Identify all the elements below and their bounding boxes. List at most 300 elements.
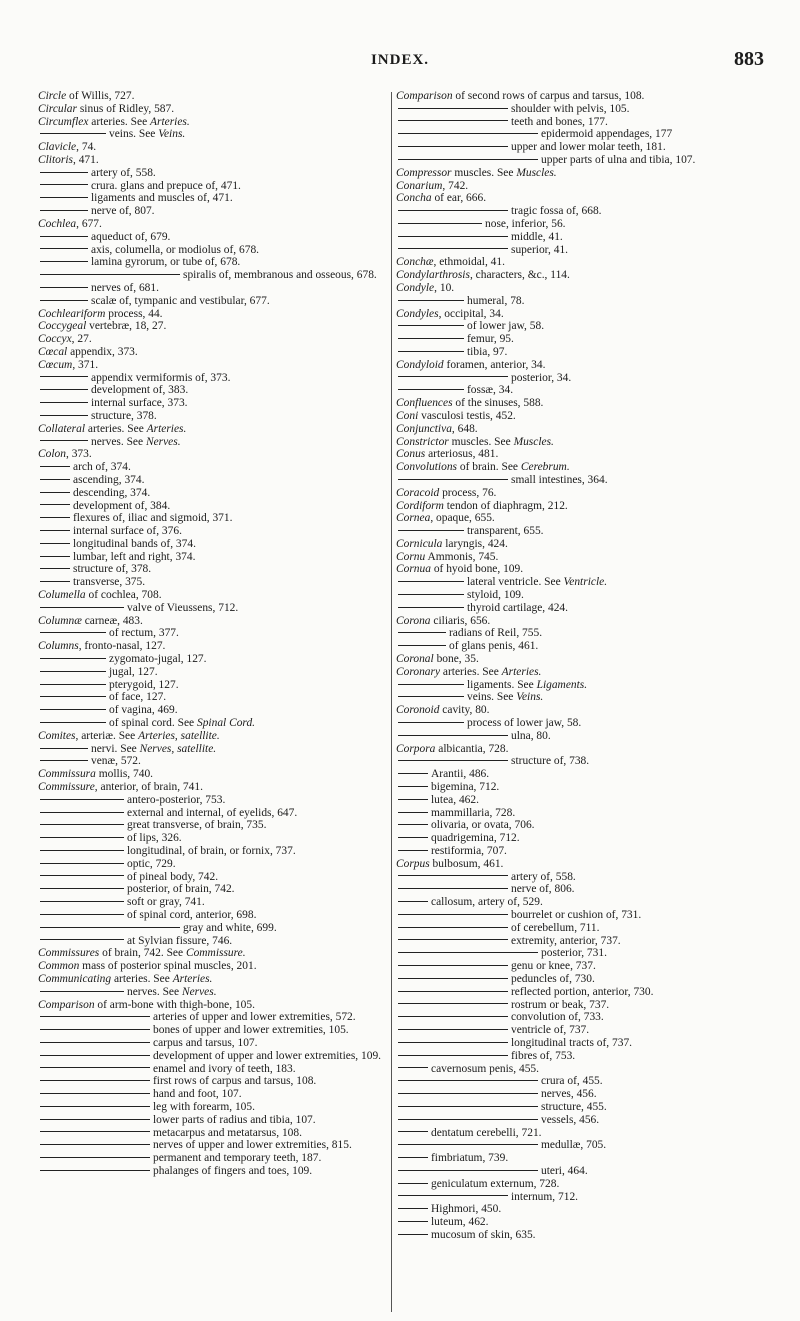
ditto-dash bbox=[398, 594, 464, 595]
index-entry: lumbar, left and right, 374. bbox=[38, 551, 390, 564]
index-entry: ulna, 80. bbox=[396, 730, 774, 743]
ditto-dash bbox=[40, 709, 106, 710]
index-entry: Concha of ear, 666. bbox=[396, 192, 487, 205]
ditto-dash bbox=[398, 901, 428, 902]
index-entry: Highmori, 450. bbox=[396, 1203, 774, 1216]
ditto-dash bbox=[40, 901, 124, 902]
index-entry: rostrum or beak, 737. bbox=[396, 999, 774, 1012]
index-entry: Circular sinus of Ridley, 587. bbox=[38, 102, 175, 115]
ditto-dash bbox=[40, 684, 106, 685]
index-entry: upper parts of ulna and tibia, 107. bbox=[396, 154, 774, 167]
index-entry: bigemina, 712. bbox=[396, 781, 774, 794]
index-entry: Coccygeal vertebræ, 18, 27. bbox=[38, 320, 167, 333]
ditto-dash bbox=[40, 248, 88, 249]
index-entry: Condylarthrosis, characters, &c., 114. bbox=[396, 269, 570, 282]
ditto-dash bbox=[40, 1067, 150, 1068]
index-entry: lower parts of radius and tibia, 107. bbox=[38, 1114, 390, 1127]
ditto-dash bbox=[398, 760, 508, 761]
ditto-dash bbox=[398, 120, 508, 121]
ditto-dash bbox=[40, 466, 70, 467]
ditto-dash bbox=[398, 735, 508, 736]
index-entry: crura of, 455. bbox=[396, 1075, 774, 1088]
ditto-dash bbox=[40, 1144, 150, 1145]
index-entry: transverse, 375. bbox=[38, 576, 390, 589]
index-entry: external and internal, of eyelids, 647. bbox=[38, 807, 390, 820]
index-entry: optic, 729. bbox=[38, 858, 390, 871]
ditto-dash bbox=[40, 607, 124, 608]
index-entry: of lower jaw, 58. bbox=[396, 320, 774, 333]
index-entry: Cornua of hyoid bone, 109. bbox=[396, 563, 524, 576]
index-entry: artery of, 558. bbox=[396, 871, 774, 884]
ditto-dash bbox=[40, 402, 88, 403]
ditto-dash bbox=[40, 415, 88, 416]
ditto-dash bbox=[40, 888, 124, 889]
index-entry: Conjunctiva, 648. bbox=[396, 422, 478, 435]
page-number: 883 bbox=[734, 48, 764, 70]
index-entry: epidermoid appendages, 177 bbox=[396, 128, 774, 141]
index-entry: Corona ciliaris, 656. bbox=[396, 614, 491, 627]
ditto-dash bbox=[398, 978, 508, 979]
ditto-dash bbox=[40, 748, 88, 749]
ditto-dash bbox=[40, 581, 70, 582]
index-entry: nervi. See Nerves, satellite. bbox=[38, 743, 390, 756]
index-entry: metacarpus and metatarsus, 108. bbox=[38, 1127, 390, 1140]
index-column-right bbox=[396, 90, 774, 1242]
ditto-dash bbox=[40, 1157, 150, 1158]
ditto-dash bbox=[40, 376, 88, 377]
ditto-dash bbox=[398, 645, 446, 646]
ditto-dash bbox=[40, 1016, 150, 1017]
ditto-dash bbox=[40, 1029, 150, 1030]
index-entry: Coronoid cavity, 80. bbox=[396, 704, 490, 717]
index-entry: superior, 41. bbox=[396, 244, 774, 257]
index-entry: posterior, 34. bbox=[396, 372, 774, 385]
index-entry: Conus arteriosus, 481. bbox=[396, 448, 499, 461]
index-entry: lateral ventricle. See Ventricle. bbox=[396, 576, 774, 589]
index-entry: peduncles of, 730. bbox=[396, 973, 774, 986]
ditto-dash bbox=[398, 351, 464, 352]
index-entry: Common mass of posterior spinal muscles, 201. bbox=[38, 960, 257, 973]
ditto-dash bbox=[398, 722, 464, 723]
index-entry: luteum, 462. bbox=[396, 1216, 774, 1229]
ditto-dash bbox=[398, 914, 508, 915]
index-entry: Colon, 373. bbox=[38, 448, 92, 461]
index-entry: valve of Vieussens, 712. bbox=[38, 602, 390, 615]
index-entry: aqueduct of, 679. bbox=[38, 231, 390, 244]
index-entry: great transverse, of brain, 735. bbox=[38, 819, 390, 832]
index-entry: Circumflex arteries. See Arteries. bbox=[38, 115, 190, 128]
ditto-dash bbox=[40, 658, 106, 659]
ditto-dash bbox=[398, 210, 508, 211]
index-entry: shoulder with pelvis, 105. bbox=[396, 103, 774, 116]
ditto-dash bbox=[40, 172, 88, 173]
ditto-dash bbox=[398, 248, 508, 249]
index-entry: nerves. See Nerves. bbox=[38, 436, 390, 449]
index-entry: Coni vasculosi testis, 452. bbox=[396, 409, 516, 422]
ditto-dash bbox=[40, 133, 106, 134]
index-entry: tragic fossa of, 668. bbox=[396, 205, 774, 218]
ditto-dash bbox=[398, 1016, 508, 1017]
ditto-dash bbox=[40, 517, 70, 518]
index-entry: convolution of, 733. bbox=[396, 1011, 774, 1024]
ditto-dash bbox=[40, 440, 88, 441]
index-entry: of vagina, 469. bbox=[38, 704, 390, 717]
ditto-dash bbox=[398, 991, 508, 992]
index-entry: nerve of, 806. bbox=[396, 883, 774, 896]
index-entry: Condyles, occipital, 34. bbox=[396, 307, 504, 320]
ditto-dash bbox=[40, 760, 88, 761]
ditto-dash bbox=[40, 389, 88, 390]
index-entry: uteri, 464. bbox=[396, 1165, 774, 1178]
ditto-dash bbox=[398, 684, 464, 685]
ditto-dash bbox=[398, 1170, 538, 1171]
ditto-dash bbox=[40, 863, 124, 864]
index-entry: longitudinal, of brain, or fornix, 737. bbox=[38, 845, 390, 858]
column-divider bbox=[391, 92, 392, 1312]
index-entry: geniculatum externum, 728. bbox=[396, 1178, 774, 1191]
index-entry: process of lower jaw, 58. bbox=[396, 717, 774, 730]
index-entry: Compressor muscles. See Muscles. bbox=[396, 166, 557, 179]
index-entry: spiralis of, membranous and osseous, 678. bbox=[38, 269, 390, 282]
ditto-dash bbox=[398, 530, 464, 531]
ditto-dash bbox=[398, 952, 538, 953]
ditto-dash bbox=[398, 1195, 508, 1196]
index-entry: Collateral arteries. See Arteries. bbox=[38, 422, 187, 435]
ditto-dash bbox=[40, 1106, 150, 1107]
index-entry: nerves. See Nerves. bbox=[38, 986, 390, 999]
ditto-dash bbox=[398, 1067, 428, 1068]
index-entry: arch of, 374. bbox=[38, 461, 390, 474]
ditto-dash bbox=[398, 1234, 428, 1235]
index-entry: artery of, 558. bbox=[38, 167, 390, 180]
index-entry: of rectum, 377. bbox=[38, 627, 390, 640]
index-entry: development of, 384. bbox=[38, 500, 390, 513]
index-entry: lutea, 462. bbox=[396, 794, 774, 807]
index-entry: Constrictor muscles. See Muscles. bbox=[396, 435, 554, 448]
ditto-dash bbox=[40, 1042, 150, 1043]
ditto-dash bbox=[40, 274, 180, 275]
ditto-dash bbox=[398, 939, 508, 940]
ditto-dash bbox=[40, 543, 70, 544]
ditto-dash bbox=[40, 850, 124, 851]
index-entry: ascending, 374. bbox=[38, 474, 390, 487]
ditto-dash bbox=[40, 1119, 150, 1120]
ditto-dash bbox=[40, 1170, 150, 1171]
ditto-dash bbox=[40, 261, 88, 262]
index-entry: soft or gray, 741. bbox=[38, 896, 390, 909]
ditto-dash bbox=[398, 300, 464, 301]
index-entry: styloid, 109. bbox=[396, 589, 774, 602]
ditto-dash bbox=[40, 1055, 150, 1056]
index-entry: ligaments. See Ligaments. bbox=[396, 679, 774, 692]
index-entry: Cordiform tendon of diaphragm, 212. bbox=[396, 499, 568, 512]
index-entry: Communicating arteries. See Arteries. bbox=[38, 972, 213, 985]
index-entry: Cornea, opaque, 655. bbox=[396, 512, 495, 525]
ditto-dash bbox=[398, 1029, 508, 1030]
index-entry: bourrelet or cushion of, 731. bbox=[396, 909, 774, 922]
index-entry: Confluences of the sinuses, 588. bbox=[396, 397, 544, 410]
index-entry: arteries of upper and lower extremities, 572. bbox=[38, 1011, 390, 1024]
ditto-dash bbox=[398, 159, 538, 160]
ditto-dash bbox=[398, 1119, 538, 1120]
index-entry: Columnæ carneæ, 483. bbox=[38, 614, 143, 627]
ditto-dash bbox=[398, 1157, 428, 1158]
ditto-dash bbox=[398, 1183, 428, 1184]
ditto-dash bbox=[398, 376, 508, 377]
ditto-dash bbox=[398, 927, 508, 928]
index-entry: Condyle, 10. bbox=[396, 281, 455, 294]
index-entry: mammillaria, 728. bbox=[396, 807, 774, 820]
index-entry: hand and foot, 107. bbox=[38, 1088, 390, 1101]
ditto-dash bbox=[398, 581, 464, 582]
index-entry: cavernosum penis, 455. bbox=[396, 1063, 774, 1076]
index-entry: middle, 41. bbox=[396, 231, 774, 244]
index-entry: fossæ, 34. bbox=[396, 384, 774, 397]
ditto-dash bbox=[398, 236, 508, 237]
index-entry: posterior, of brain, 742. bbox=[38, 883, 390, 896]
ditto-dash bbox=[40, 722, 106, 723]
index-entry: longitudinal tracts of, 737. bbox=[396, 1037, 774, 1050]
index-entry: humeral, 78. bbox=[396, 295, 774, 308]
index-entry: Circle of Willis, 727. bbox=[38, 90, 135, 102]
index-entry: Corpora albicantia, 728. bbox=[396, 742, 509, 755]
index-entry: thyroid cartilage, 424. bbox=[396, 602, 774, 615]
index-entry: mucosum of skin, 635. bbox=[396, 1229, 774, 1242]
index-entry: upper and lower molar teeth, 181. bbox=[396, 141, 774, 154]
index-entry: extremity, anterior, 737. bbox=[396, 935, 774, 948]
index-entry: Commissures of brain, 742. See Commissure. bbox=[38, 947, 246, 960]
ditto-dash bbox=[40, 300, 88, 301]
index-entry: Columella of cochlea, 708. bbox=[38, 589, 162, 602]
index-entry: Coronal bone, 35. bbox=[396, 653, 479, 666]
ditto-dash bbox=[40, 837, 124, 838]
index-entry: antero-posterior, 753. bbox=[38, 794, 390, 807]
index-entry: Commissura mollis, 740. bbox=[38, 768, 154, 781]
index-entry: posterior, 731. bbox=[396, 947, 774, 960]
ditto-dash bbox=[398, 1106, 538, 1107]
ditto-dash bbox=[398, 1221, 428, 1222]
index-entry: first rows of carpus and tarsus, 108. bbox=[38, 1075, 390, 1088]
ditto-dash bbox=[40, 812, 124, 813]
ditto-dash bbox=[398, 786, 428, 787]
ditto-dash bbox=[40, 504, 70, 505]
index-entry: teeth and bones, 177. bbox=[396, 116, 774, 129]
index-entry: longitudinal bands of, 374. bbox=[38, 538, 390, 551]
index-entry: veins. See Veins. bbox=[396, 691, 774, 704]
index-entry: internum, 712. bbox=[396, 1191, 774, 1204]
index-entry: veins. See Veins. bbox=[38, 128, 390, 141]
ditto-dash bbox=[40, 210, 88, 211]
ditto-dash bbox=[40, 1080, 150, 1081]
ditto-dash bbox=[398, 696, 464, 697]
index-entry: carpus and tarsus, 107. bbox=[38, 1037, 390, 1050]
index-entry: zygomato-jugal, 127. bbox=[38, 653, 390, 666]
ditto-dash bbox=[40, 236, 88, 237]
index-entry: structure, 455. bbox=[396, 1101, 774, 1114]
ditto-dash bbox=[398, 1208, 428, 1209]
ditto-dash bbox=[398, 325, 464, 326]
ditto-dash bbox=[398, 1042, 508, 1043]
ditto-dash bbox=[40, 824, 124, 825]
index-entry: Conchæ, ethmoidal, 41. bbox=[396, 256, 505, 269]
index-entry: structure of, 738. bbox=[396, 755, 774, 768]
ditto-dash bbox=[398, 607, 464, 608]
ditto-dash bbox=[398, 837, 428, 838]
index-entry: Comites, arteriæ. See Arteries, satellite. bbox=[38, 729, 220, 742]
index-entry: of glans penis, 461. bbox=[396, 640, 774, 653]
ditto-dash bbox=[398, 632, 446, 633]
index-column-left bbox=[38, 90, 390, 1178]
index-entry: ventricle of, 737. bbox=[396, 1024, 774, 1037]
ditto-dash bbox=[398, 1131, 428, 1132]
index-entry: descending, 374. bbox=[38, 487, 390, 500]
ditto-dash bbox=[40, 184, 88, 185]
index-entry: Comparison of arm-bone with thigh-bone, 105. bbox=[38, 998, 255, 1011]
ditto-dash bbox=[398, 773, 428, 774]
index-entry: radians of Reil, 755. bbox=[396, 627, 774, 640]
ditto-dash bbox=[398, 850, 428, 851]
index-entry: tibia, 97. bbox=[396, 346, 774, 359]
index-entry: Cochleariform process, 44. bbox=[38, 307, 163, 320]
ditto-dash bbox=[40, 1093, 150, 1094]
index-entry: axis, columella, or modiolus of, 678. bbox=[38, 244, 390, 257]
ditto-dash bbox=[398, 799, 428, 800]
index-entry: olivaria, or ovata, 706. bbox=[396, 819, 774, 832]
ditto-dash bbox=[40, 479, 70, 480]
index-entry: appendix vermiformis of, 373. bbox=[38, 372, 390, 385]
index-entry: Cornu Ammonis, 745. bbox=[396, 550, 499, 563]
index-entry: leg with forearm, 105. bbox=[38, 1101, 390, 1114]
index-entry: Comparison of second rows of carpus and tarsus, 108. bbox=[396, 90, 645, 102]
ditto-dash bbox=[398, 965, 508, 966]
index-entry: nerves of upper and lower extremities, 815. bbox=[38, 1139, 390, 1152]
index-entry: Cochlea, 677. bbox=[38, 217, 102, 230]
index-entry: scalæ of, tympanic and vestibular, 677. bbox=[38, 295, 390, 308]
index-entry: Columns, fronto-nasal, 127. bbox=[38, 640, 166, 653]
index-entry: nose, inferior, 56. bbox=[396, 218, 774, 231]
ditto-dash bbox=[398, 146, 508, 147]
index-entry: lamina gyrorum, or tube of, 678. bbox=[38, 256, 390, 269]
index-entry: of face, 127. bbox=[38, 691, 390, 704]
index-entry: Convolutions of brain. See Cerebrum. bbox=[396, 461, 570, 474]
index-entry: Clavicle, 74. bbox=[38, 141, 97, 154]
ditto-dash bbox=[40, 696, 106, 697]
ditto-dash bbox=[40, 914, 124, 915]
ditto-dash bbox=[398, 1093, 538, 1094]
ditto-dash bbox=[40, 556, 70, 557]
index-entry: genu or knee, 737. bbox=[396, 960, 774, 973]
ditto-dash bbox=[398, 1080, 538, 1081]
index-entry: femur, 95. bbox=[396, 333, 774, 346]
index-entry: callosum, artery of, 529. bbox=[396, 896, 774, 909]
index-entry: quadrigemina, 712. bbox=[396, 832, 774, 845]
index-entry: transparent, 655. bbox=[396, 525, 774, 538]
index-entry: of cerebellum, 711. bbox=[396, 922, 774, 935]
index-entry: at Sylvian fissure, 746. bbox=[38, 935, 390, 948]
ditto-dash bbox=[40, 197, 88, 198]
ditto-dash bbox=[40, 991, 124, 992]
index-entry: Coronary arteries. See Arteries. bbox=[396, 665, 542, 678]
ditto-dash bbox=[40, 632, 106, 633]
index-entry: Cœcum, 371. bbox=[38, 358, 99, 371]
ditto-dash bbox=[40, 492, 70, 493]
ditto-dash bbox=[398, 1055, 508, 1056]
ditto-dash bbox=[398, 875, 508, 876]
index-entry: internal surface of, 376. bbox=[38, 525, 390, 538]
ditto-dash bbox=[398, 479, 508, 480]
index-entry: of spinal cord, anterior, 698. bbox=[38, 909, 390, 922]
index-entry: nerves, 456. bbox=[396, 1088, 774, 1101]
running-header-title: INDEX. bbox=[370, 52, 430, 68]
index-entry: jugal, 127. bbox=[38, 666, 390, 679]
index-entry: permanent and temporary teeth, 187. bbox=[38, 1152, 390, 1165]
ditto-dash bbox=[398, 133, 538, 134]
ditto-dash bbox=[398, 888, 508, 889]
index-entry: Cornicula laryngis, 424. bbox=[396, 537, 508, 550]
index-entry: structure of, 378. bbox=[38, 563, 390, 576]
index-entry: Condyloid foramen, anterior, 34. bbox=[396, 358, 546, 371]
index-entry: of lips, 326. bbox=[38, 832, 390, 845]
index-entry: crura. glans and prepuce of, 471. bbox=[38, 180, 390, 193]
index-entry: reflected portion, anterior, 730. bbox=[396, 986, 774, 999]
index-entry: internal surface, 373. bbox=[38, 397, 390, 410]
index-entry: restiformia, 707. bbox=[396, 845, 774, 858]
ditto-dash bbox=[398, 824, 428, 825]
index-entry: development of upper and lower extremities, 109. bbox=[38, 1050, 390, 1063]
ditto-dash bbox=[40, 875, 124, 876]
ditto-dash bbox=[398, 389, 464, 390]
index-entry: phalanges of fingers and toes, 109. bbox=[38, 1165, 390, 1178]
index-entry: pterygoid, 127. bbox=[38, 679, 390, 692]
index-entry: Clitoris, 471. bbox=[38, 153, 99, 166]
index-entry: bones of upper and lower extremities, 105. bbox=[38, 1024, 390, 1037]
ditto-dash bbox=[398, 812, 428, 813]
index-entry: development of, 383. bbox=[38, 384, 390, 397]
ditto-dash bbox=[398, 108, 508, 109]
index-entry: Coracoid process, 76. bbox=[396, 486, 497, 499]
index-entry: Corpus bulbosum, 461. bbox=[396, 857, 504, 870]
ditto-dash bbox=[40, 939, 124, 940]
index-entry: Conarium, 742. bbox=[396, 179, 469, 192]
index-entry: Commissure, anterior, of brain, 741. bbox=[38, 781, 203, 794]
index-entry: gray and white, 699. bbox=[38, 922, 390, 935]
index-entry: Arantii, 486. bbox=[396, 768, 774, 781]
ditto-dash bbox=[40, 1131, 150, 1132]
ditto-dash bbox=[398, 1003, 508, 1004]
ditto-dash bbox=[398, 223, 482, 224]
index-entry: vessels, 456. bbox=[396, 1114, 774, 1127]
ditto-dash bbox=[398, 338, 464, 339]
ditto-dash bbox=[40, 799, 124, 800]
index-entry: fibres of, 753. bbox=[396, 1050, 774, 1063]
index-entry: structure, 378. bbox=[38, 410, 390, 423]
index-entry: venæ, 572. bbox=[38, 755, 390, 768]
index-entry: of pineal body, 742. bbox=[38, 871, 390, 884]
ditto-dash bbox=[40, 568, 70, 569]
index-entry: small intestines, 364. bbox=[396, 474, 774, 487]
index-entry: enamel and ivory of teeth, 183. bbox=[38, 1063, 390, 1076]
ditto-dash bbox=[40, 671, 106, 672]
index-entry: Coccyx, 27. bbox=[38, 333, 92, 346]
index-entry: flexures of, iliac and sigmoid, 371. bbox=[38, 512, 390, 525]
index-entry: medullæ, 705. bbox=[396, 1139, 774, 1152]
index-entry: dentatum cerebelli, 721. bbox=[396, 1127, 774, 1140]
index-entry: of spinal cord. See Spinal Cord. bbox=[38, 717, 390, 730]
index-entry: nerves of, 681. bbox=[38, 282, 390, 295]
ditto-dash bbox=[40, 287, 88, 288]
index-entry: nerve of, 807. bbox=[38, 205, 390, 218]
ditto-dash bbox=[40, 927, 180, 928]
